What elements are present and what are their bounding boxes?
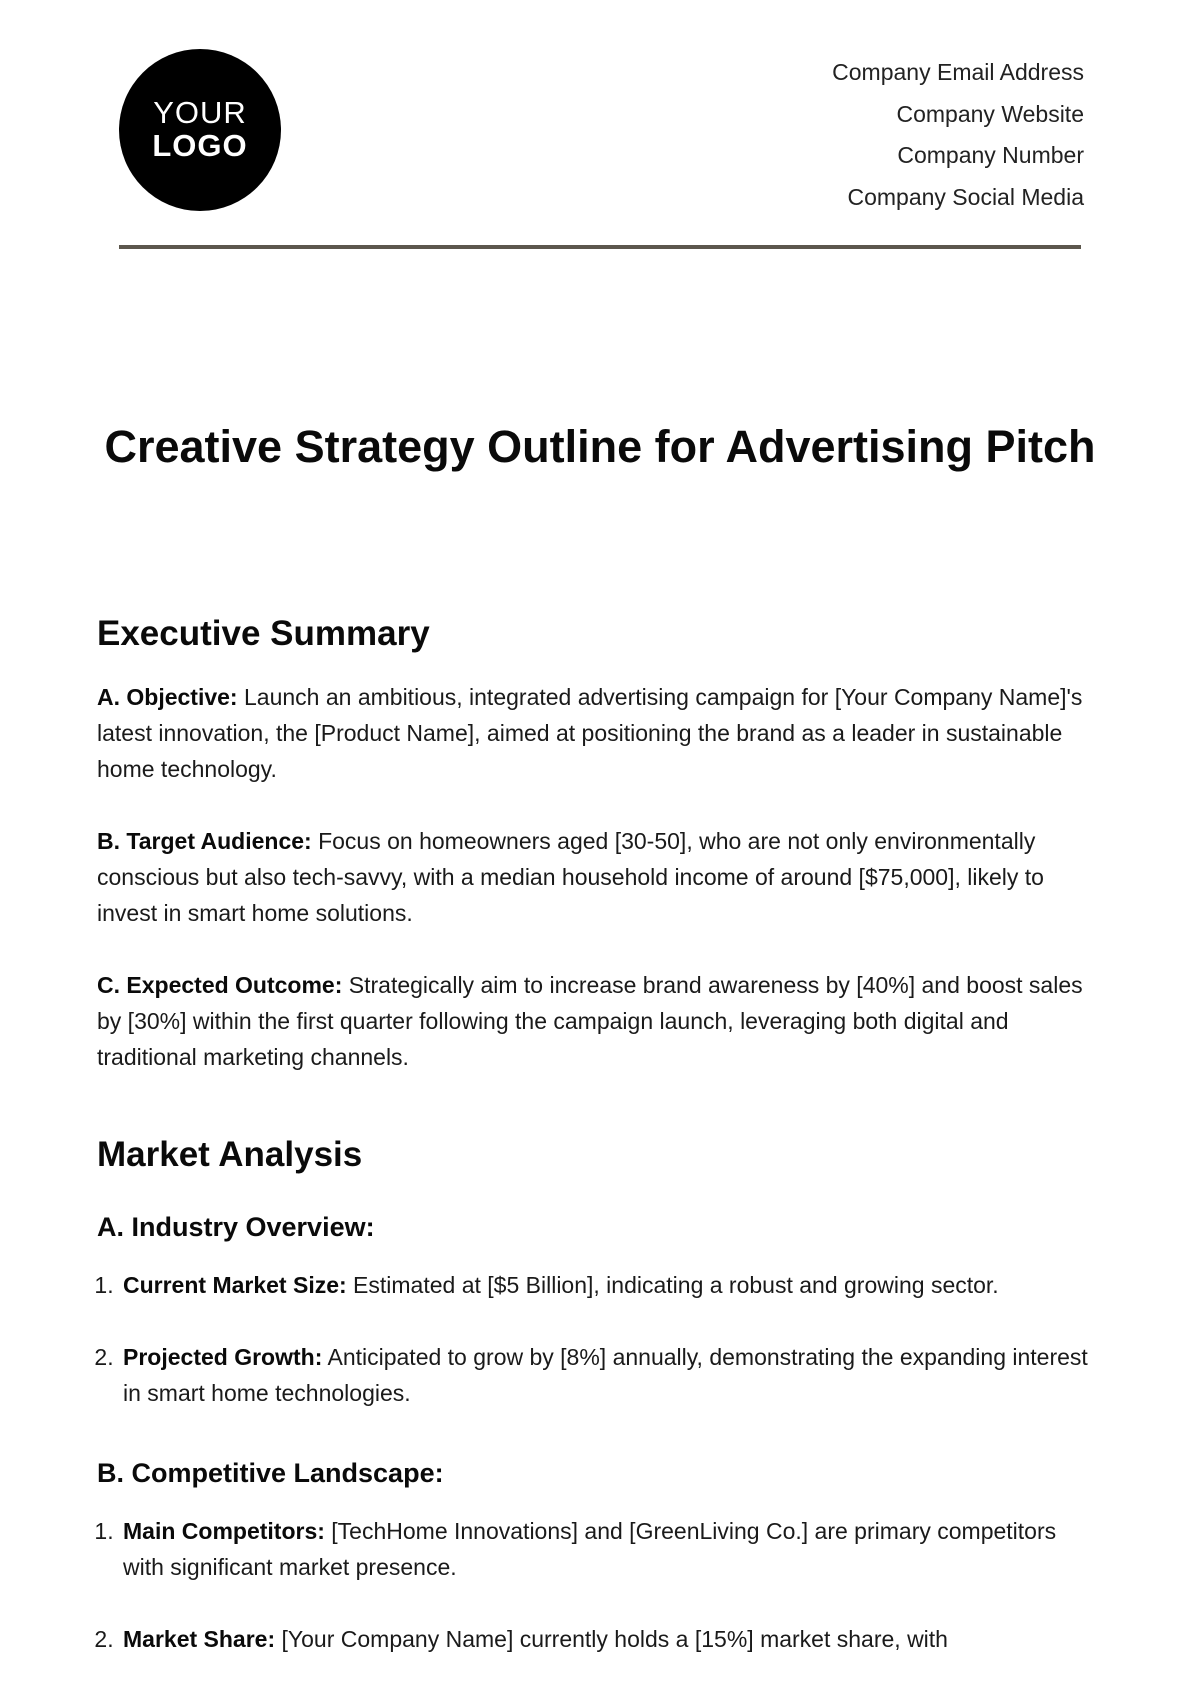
document-title: Creative Strategy Outline for Advertising Pitch: [104, 421, 1096, 472]
competitive-landscape-heading: B. Competitive Landscape:: [97, 1458, 444, 1488]
objective-paragraph: [97, 679, 1100, 787]
logo-line-1: YOUR: [153, 95, 247, 131]
list-item-market-size: [120, 1267, 1100, 1303]
expected-outcome-text: Strategically aim to increase brand awareness by [40%] and boost sales by [30%] within the first quarter following the campaign launch, leveraging both digital and traditional marketing channels.: [97, 972, 1083, 1070]
projected-growth-text: Anticipated to grow by [8%] annually, demonstrating the expanding interest in smart home technologies.: [123, 1344, 1088, 1406]
market-share-label: Market Share:: [123, 1626, 276, 1652]
target-audience-label: B. Target Audience:: [97, 828, 312, 854]
list-item-market-share: [120, 1621, 1100, 1657]
company-social-media: Company Social Media: [847, 183, 1084, 210]
objective-label: A. Objective:: [97, 684, 238, 710]
company-contact-block: [832, 52, 1084, 218]
company-number: Company Number: [897, 142, 1084, 168]
expected-outcome-paragraph: [97, 967, 1100, 1075]
objective-text: Launch an ambitious, integrated advertising campaign for [Your Company Name]'s latest innovation, the [Product Name], aimed at positioning the brand as a leader in sustainable home technology.: [97, 684, 1083, 782]
company-logo: [119, 49, 281, 211]
company-website: Company Website: [896, 100, 1084, 127]
market-size-label: Current Market Size:: [123, 1272, 347, 1298]
industry-overview-list: [97, 1267, 1100, 1411]
industry-overview-heading: A. Industry Overview:: [97, 1212, 375, 1242]
target-audience-text: Focus on homeowners aged [30-50], who are not only environmentally conscious but also tech-savvy, with a median household income of around [$75,000], likely to invest in smart home solutions.: [97, 828, 1044, 926]
main-competitors-label: Main Competitors:: [123, 1518, 325, 1544]
main-competitors-text: [TechHome Innovations] and [GreenLiving Co.] are primary competitors with significant market presence.: [123, 1518, 1057, 1580]
logo-line-2: LOGO: [152, 128, 248, 163]
market-analysis-heading: Market Analysis: [97, 1135, 363, 1174]
document-body: [97, 610, 1100, 1657]
header-divider: [119, 245, 1081, 249]
competitive-landscape-list: [97, 1513, 1100, 1657]
company-email: Company Email Address: [832, 59, 1084, 85]
market-share-text: [Your Company Name] currently holds a [15%] market share, with: [275, 1626, 948, 1652]
list-item-main-competitors: [120, 1513, 1100, 1585]
expected-outcome-label: C. Expected Outcome:: [97, 972, 343, 998]
target-audience-paragraph: [97, 823, 1100, 931]
projected-growth-label: Projected Growth:: [123, 1344, 323, 1370]
executive-summary-heading: Executive Summary: [97, 614, 430, 653]
list-item-projected-growth: [120, 1339, 1100, 1411]
market-size-text: Estimated at [$5 Billion], indicating a robust and growing sector.: [346, 1272, 999, 1298]
